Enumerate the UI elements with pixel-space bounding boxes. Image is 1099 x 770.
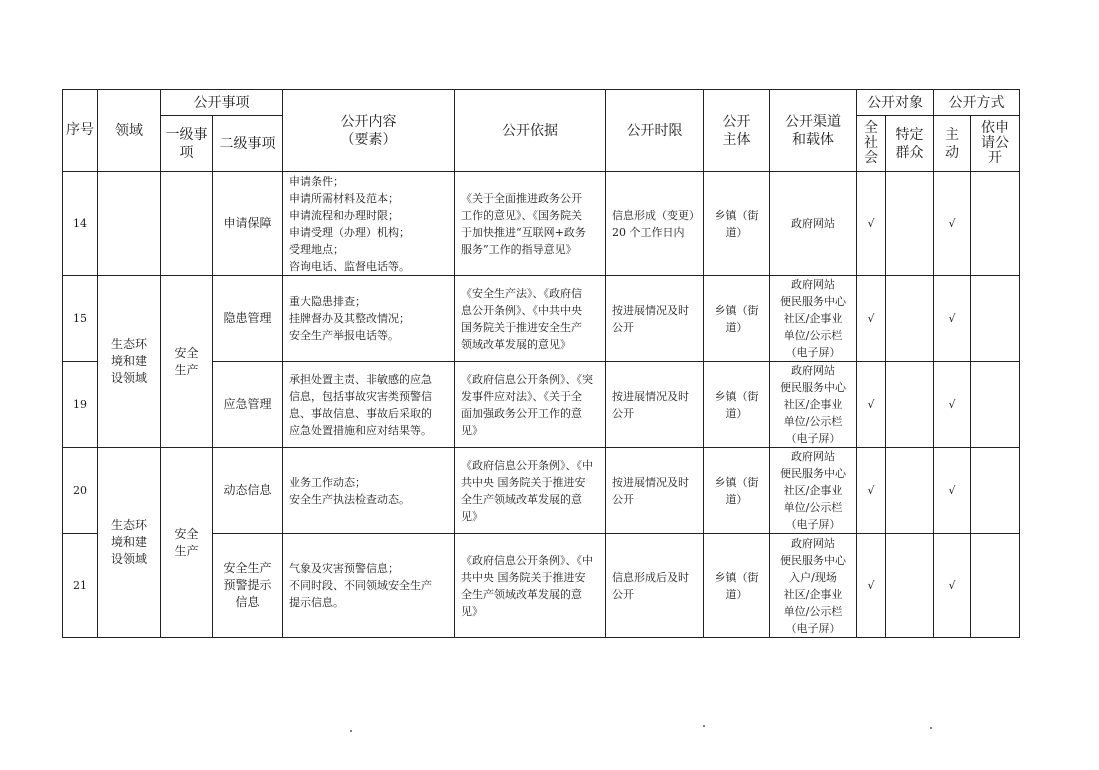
disclosure-table (62, 89, 1020, 638)
row-method-apply (971, 362, 1020, 448)
row-level1: 安全 生产 (161, 276, 213, 448)
header-subject: 公开 主体 (704, 90, 770, 172)
row-seq: 14 (63, 172, 98, 276)
table-row (63, 448, 1020, 534)
row-basis: 《政府信息公开条例》、《中 共中央 国务院关于推进安 全生产领域改革发展的意 见》 (455, 534, 606, 638)
header-seq (63, 90, 98, 172)
row-content: 业务工作动态； 安全生产执法检查动态。 (283, 448, 455, 534)
row-domain: 生态环 境和建 设领域 (98, 448, 161, 638)
row-domain: 生态环 境和建 设领域 (98, 276, 161, 448)
row-content: 气象及灾害预警信息； 不同时段、不同领域安全生产 提示信息。 (283, 534, 455, 638)
row-level2: 申请保障 (213, 172, 283, 276)
row-method-apply (971, 172, 1020, 276)
table-row (63, 172, 1020, 276)
row-method-apply (971, 448, 1020, 534)
header-channel: 公开渠道 和载体 (770, 90, 857, 172)
row-method-active-check: √ (934, 172, 971, 276)
row-method-active-check: √ (934, 534, 971, 638)
header-level1: 一级事项 (161, 116, 213, 172)
row-target-all-check: √ (857, 276, 886, 362)
row-level2: 动态信息 (213, 448, 283, 534)
row-domain-empty (98, 172, 161, 276)
row-target-specific (886, 534, 934, 638)
row-seq: 19 (63, 362, 98, 448)
row-time-limit: 信息形成（变更） 20 个工作日内 (606, 172, 704, 276)
row-method-apply (971, 534, 1020, 638)
row-basis: 《关于全面推进政务公开 工作的意见》、《国务院关 于加快推进“互联网+政务 服务”工作的指导意见》 (455, 172, 606, 276)
row-method-apply (971, 276, 1020, 362)
header-method-group: 公开方式 (934, 90, 1020, 116)
row-method-active-check: √ (934, 276, 971, 362)
row-seq: 21 (63, 534, 98, 638)
row-time-limit: 信息形成后及时 公开 (606, 534, 704, 638)
row-method-active-check: √ (934, 362, 971, 448)
row-basis: 《安全生产法》、《政府信 息公开条例》、《中共中央 国务院关于推进安全生产 领域改革发展的意见》 (455, 276, 606, 362)
row-level2: 应急管理 (213, 362, 283, 448)
header-domain: 领域 (98, 90, 161, 172)
row-time-limit: 按进展情况及时 公开 (606, 362, 704, 448)
row-subject: 乡镇（街 道） (704, 276, 770, 362)
row-content: 申请条件； 申请所需材料及范本； 申请流程和办理时限； 申请受理（办理）机构； 受理地点； 咨询电话、监督电话等。 (283, 172, 455, 276)
row-target-all-check: √ (857, 534, 886, 638)
header-basis: 公开依据 (455, 90, 606, 172)
row-target-all-check: √ (857, 362, 886, 448)
row-seq: 20 (63, 448, 98, 534)
row-level2: 安全生产 预警提示 信息 (213, 534, 283, 638)
row-seq: 15 (63, 276, 98, 362)
header-items-group: 公开事项 (161, 90, 283, 116)
row-subject: 乡镇（街 道） (704, 172, 770, 276)
header-seq-text: 序号 (66, 122, 94, 138)
row-basis: 《政府信息公开条例》、《中 共中央 国务院关于推进安 全生产领域改革发展的意 见》 (455, 448, 606, 534)
row-channel: 政府网站 便民服务中心 社区/企事业 单位/公示栏 （电子屏） (770, 448, 857, 534)
row-target-specific (886, 448, 934, 534)
row-channel: 政府网站 (770, 172, 857, 276)
header-method-active: 主 动 (934, 116, 971, 172)
row-content: 重大隐患排查； 挂牌督办及其整改情况； 安全生产举报电话等。 (283, 276, 455, 362)
row-target-specific (886, 276, 934, 362)
row-subject: 乡镇（街 道） (704, 448, 770, 534)
row-target-all-check: √ (857, 172, 886, 276)
row-time-limit: 按进展情况及时 公开 (606, 448, 704, 534)
row-level2: 隐患管理 (213, 276, 283, 362)
header-target-group: 公开对象 (857, 90, 934, 116)
row-subject: 乡镇（街 道） (704, 362, 770, 448)
header-content: 公开内容 （要素） (283, 90, 455, 172)
row-level1-empty (161, 172, 213, 276)
header-time-limit: 公开时限 (606, 90, 704, 172)
row-content: 承担处置主责、非敏感的应急 信息，包括事故灾害类预警信 息、事故信息、事故后采取的 应急处置措施和应对结果等。 (283, 362, 455, 448)
header-target-all: 全 社 会 (857, 116, 886, 172)
table-row (63, 276, 1020, 362)
row-target-all-check: √ (857, 448, 886, 534)
scan-speck (703, 725, 705, 727)
row-basis: 《政府信息公开条例》、《突 发事件应对法》、《关于全 面加强政务公开工作的意 见》 (455, 362, 606, 448)
row-channel: 政府网站 便民服务中心 社区/企事业 单位/公示栏 （电子屏） (770, 362, 857, 448)
row-subject: 乡镇（街 道） (704, 534, 770, 638)
header-target-specific: 特定 群众 (886, 116, 934, 172)
scan-speck (930, 727, 932, 729)
row-level1: 安全 生产 (161, 448, 213, 638)
row-channel: 政府网站 便民服务中心 入户/现场 社区/企事业 单位/公示栏 （电子屏） (770, 534, 857, 638)
scan-speck (350, 730, 352, 732)
row-channel: 政府网站 便民服务中心 社区/企事业 单位/公示栏 （电子屏） (770, 276, 857, 362)
header-level2: 二级事项 (213, 116, 283, 172)
row-target-specific (886, 362, 934, 448)
header-method-apply: 依申 请公 开 (971, 116, 1020, 172)
row-method-active-check: √ (934, 448, 971, 534)
row-target-specific (886, 172, 934, 276)
row-time-limit: 按进展情况及时 公开 (606, 276, 704, 362)
